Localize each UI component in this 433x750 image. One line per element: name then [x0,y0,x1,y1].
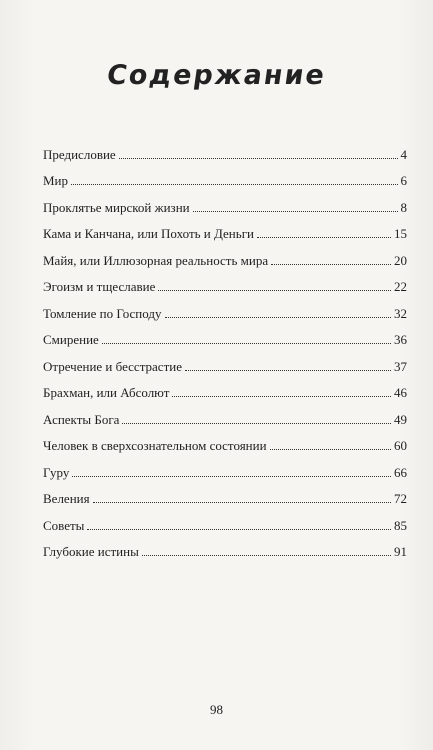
dot-leader [142,555,391,556]
toc-entry-title: Брахман, или Абсолют [43,385,170,400]
toc-entry-page: 20 [394,252,407,268]
toc-entry [43,375,407,402]
dot-leader [172,396,391,397]
toc-entry-page: 4 [400,146,407,162]
toc-entry [43,481,407,508]
toc-entry-page: 91 [394,544,407,559]
toc-entry-title: Эгоизм и тщеславие [43,279,156,294]
toc-entry-title: Аспекты Бога [43,411,120,427]
dot-leader [122,423,391,424]
toc-entry-page: 72 [394,491,407,506]
toc-entry [43,401,407,428]
toc-entry-page: 6 [400,173,407,188]
toc-entry [43,507,407,534]
toc-entry-page: 32 [394,305,407,321]
dot-leader [119,158,398,159]
toc-entry-title: Томление по Господу [43,305,162,321]
toc-entry-title: Кама и Канчана, или Похоть и Деньги [43,226,254,241]
toc-entry-page: 22 [394,279,407,294]
toc-entry [43,534,407,561]
dot-leader [71,184,397,185]
toc-entry [43,428,407,455]
dot-leader [158,290,391,291]
toc-entry-title: Проклятье мирской жизни [43,199,190,215]
toc-entry-title: Гуру [43,464,70,480]
dot-leader [93,502,391,503]
toc-entry-title: Человек в сверхсознательном состоянии [43,438,267,453]
dot-leader [87,529,391,530]
toc-entry-page: 46 [394,385,407,400]
toc-entry [43,269,407,296]
toc-entry-page: 36 [394,332,407,347]
dot-leader [270,449,391,450]
toc-entry-page: 15 [394,226,407,241]
toc-entry-title: Смирение [43,332,99,347]
dot-leader [72,476,391,477]
toc-entry-page: 85 [394,517,407,533]
toc-entry-title: Советы [43,517,85,533]
toc-entry [43,163,407,190]
page-title: Содержание [104,60,329,91]
dot-leader [257,237,391,238]
toc-entry-page: 37 [394,358,407,374]
toc-entry-page: 49 [394,411,407,427]
dot-leader [185,370,391,371]
dot-leader [271,264,391,265]
toc-entry [43,454,407,481]
toc-entry-title: Мир [43,173,69,188]
toc-entry [43,242,407,269]
toc-entry-title: Предисловие [43,146,116,162]
toc-entry [43,216,407,243]
toc-entry [43,295,407,322]
table-of-contents [43,136,407,560]
page-number: 98 [210,702,223,717]
toc-entry-title: Веления [43,491,90,506]
toc-entry [43,189,407,216]
toc-entry [43,348,407,375]
toc-entry [43,322,407,349]
dot-leader [193,211,398,212]
dot-leader [165,317,391,318]
toc-entry [43,136,407,163]
dot-leader [102,343,391,344]
toc-entry-page: 60 [394,438,407,453]
toc-entry-title: Майя, или Иллюзорная реальность мира [43,252,269,268]
toc-entry-title: Глубокие истины [43,544,139,559]
toc-entry-page: 8 [400,199,407,215]
toc-entry-title: Отречение и бесстрастие [43,358,182,374]
toc-entry-page: 66 [394,464,407,480]
